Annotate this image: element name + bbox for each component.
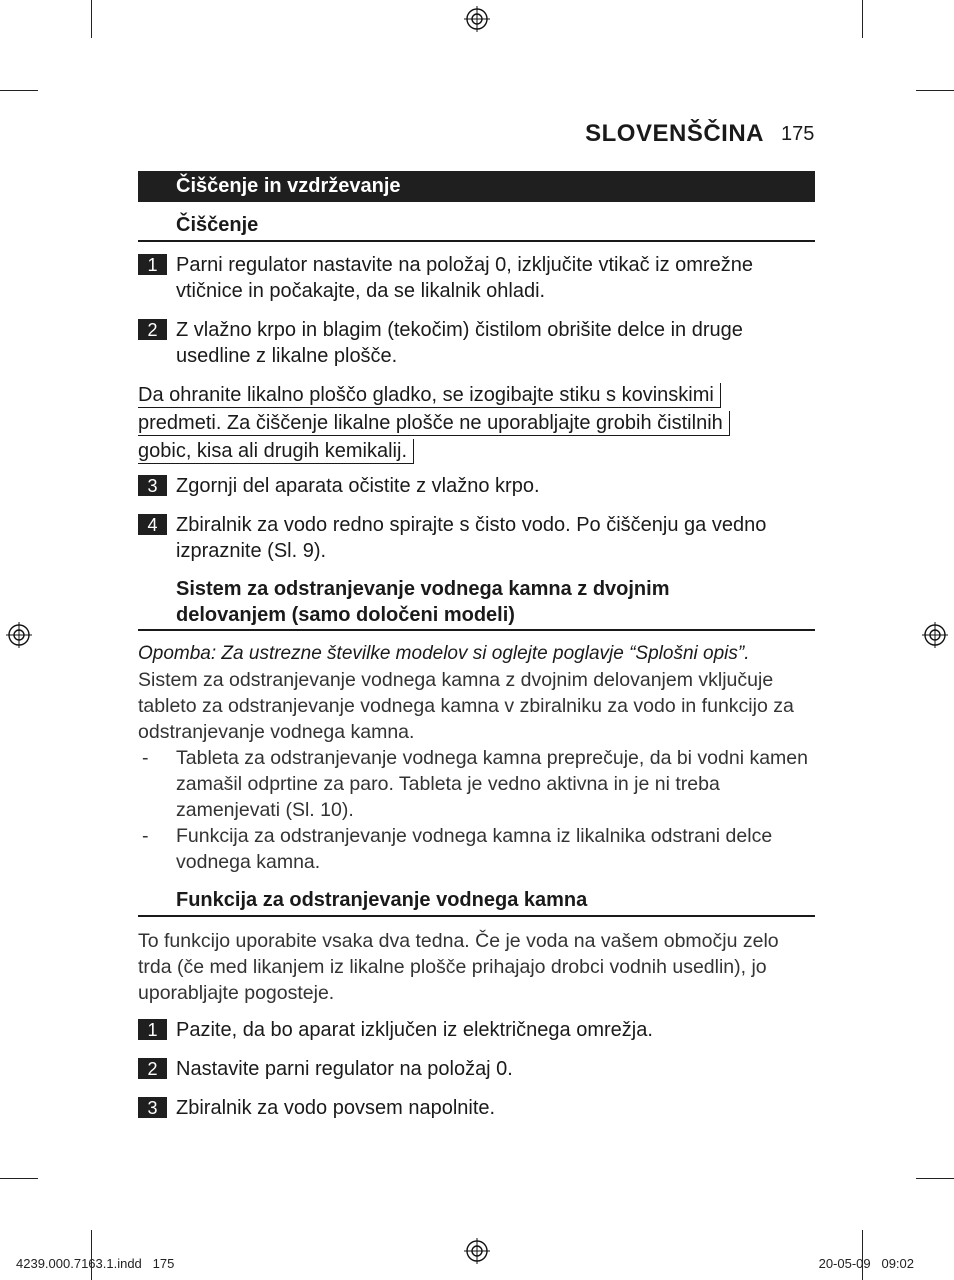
step-text: Zgornji del aparata očistite z vlažno krpo. — [176, 475, 540, 497]
bullet-text: Tableta za odstranjevanje vodnega kamna preprečuje, da bi vodni kamen zamašil odprtine za paro. Tableta je vedno aktivna in je ni treba zamenjevati (Sl. 10). — [176, 747, 808, 821]
crop-mark — [91, 1230, 92, 1280]
step-item — [138, 317, 815, 369]
step-item — [138, 1056, 815, 1082]
model-note: Opomba: Za ustrezne številke modelov si oglejte poglavje “Splošni opis”. — [138, 643, 750, 664]
registration-mark-icon — [464, 1238, 490, 1264]
step-text: Nastavite parni regulator na položaj 0. — [176, 1058, 513, 1080]
step-number: 3 — [138, 1097, 167, 1118]
section-title-bar — [138, 171, 815, 202]
page-number: 175 — [781, 123, 815, 145]
heading-rule — [138, 240, 815, 242]
step-text: Z vlažno krpo in blagim (tekočim) čistilom obrišite delce in druge usedline z likalne plošče. — [176, 319, 743, 367]
step-text: Zbiralnik za vodo redno spirajte s čisto vodo. Po čiščenju ga vedno izpraznite (Sl. 9). — [176, 514, 767, 562]
step-number: 3 — [138, 475, 167, 496]
step-number: 1 — [138, 254, 167, 275]
step-number: 2 — [138, 319, 167, 340]
double-action-intro: Sistem za odstranjevanje vodnega kamna z dvojnim delovanjem vključuje tableto za odstranjevanje vodnega kamna v zbiralniku za vodo in funkcijo za odstranjevanje vodnega kamna. — [138, 669, 794, 743]
warning-box — [138, 382, 778, 466]
registration-mark-icon — [6, 622, 32, 648]
section-title: Čiščenje in vzdrževanje — [176, 175, 401, 197]
crop-mark — [862, 1230, 863, 1280]
heading-rule — [138, 629, 815, 631]
step-item — [138, 252, 815, 304]
crop-mark — [91, 0, 92, 38]
registration-mark-icon — [464, 6, 490, 32]
step-item — [138, 1095, 815, 1121]
heading-rule — [138, 915, 815, 917]
crop-mark — [0, 90, 38, 91]
language-heading: SLOVENŠČINA — [585, 120, 764, 147]
function-intro: To funkcijo uporabite vsaka dva tedna. Če je voda na vašem območju zelo trda (če med likanjem iz likalne plošče prihajajo drobci vodnih usedlin), jo uporabljajte pogosteje. — [138, 930, 779, 1004]
step-item — [138, 512, 815, 564]
bullet-text: Funkcija za odstranjevanje vodnega kamna iz likalnika odstrani delce vodnega kamna. — [176, 825, 773, 873]
crop-mark — [916, 90, 954, 91]
step-number: 4 — [138, 514, 167, 535]
warning-line: gobic, kisa ali drugih kemikalij. — [138, 439, 414, 464]
crop-mark — [862, 0, 863, 38]
function-heading: Funkcija za odstranjevanje vodnega kamna — [176, 889, 588, 911]
step-number: 2 — [138, 1058, 167, 1079]
step-item — [138, 1017, 815, 1043]
bullet-item: - Tableta za odstranjevanje vodnega kamna preprečuje, da bi vodni kamen zamašil odprtine za paro. Tableta je vedno aktivna in je ni treba zamenjevati (Sl. 10). — [138, 745, 815, 823]
step-number: 1 — [138, 1019, 167, 1040]
step-item — [138, 473, 815, 499]
crop-mark — [0, 1178, 38, 1179]
warning-line: predmeti. Za čiščenje likalne plošče ne uporabljajte grobih čistilnih — [138, 411, 730, 436]
step-text: Zbiralnik za vodo povsem napolnite. — [176, 1097, 496, 1119]
registration-mark-icon — [922, 622, 948, 648]
crop-mark — [916, 1178, 954, 1179]
bullet-item: - Funkcija za odstranjevanje vodnega kamna iz likalnika odstrani delce vodnega kamna. — [138, 823, 815, 875]
footer-file: 4239.000.7163.1.indd 175 — [16, 1256, 175, 1271]
step-text: Parni regulator nastavite na položaj 0, izključite vtikač iz omrežne vtičnice in počakajte, da se likalnik ohladi. — [176, 254, 753, 302]
step-text: Pazite, da bo aparat izključen iz električnega omrežja. — [176, 1019, 653, 1041]
double-action-heading: Sistem za odstranjevanje vodnega kamna z dvojnim delovanjem (samo določeni modeli) — [176, 578, 670, 626]
cleaning-heading: Čiščenje — [176, 214, 259, 236]
warning-line: Da ohranite likalno ploščo gladko, se izogibajte stiku s kovinskimi — [138, 383, 721, 408]
footer-date: 20-05-09 09:02 — [818, 1256, 914, 1271]
